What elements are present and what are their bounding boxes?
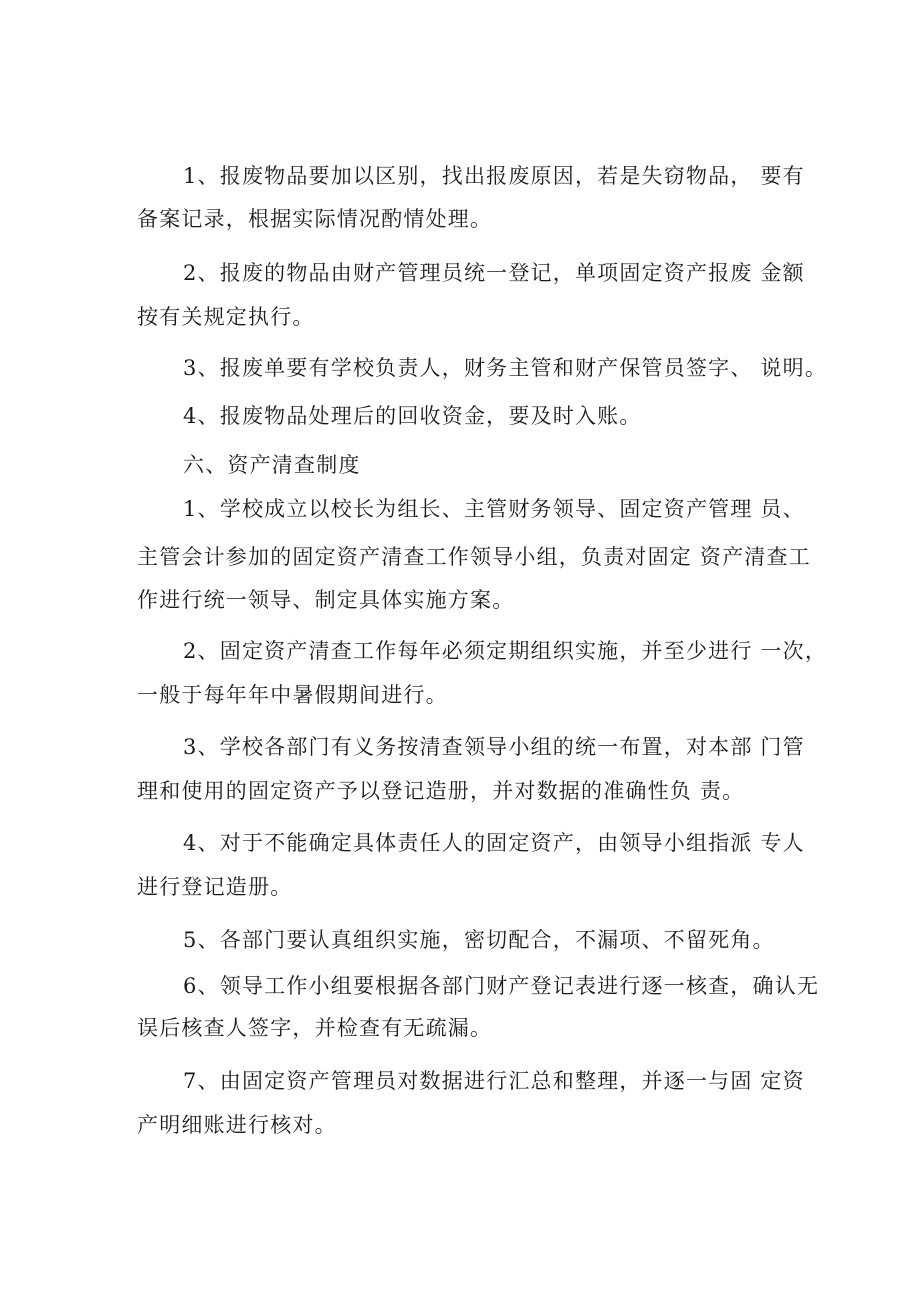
paragraph-line: 3、学校各部门有义务按清查领导小组的统一布置，对本部 门管 [183, 735, 805, 759]
paragraph-line: 按有关规定执行。 [137, 305, 315, 329]
paragraph-line: 3、报废单要有学校负责人，财务主管和财产保管员签字、 说明。 [183, 356, 828, 380]
paragraph-line: 7、由固定资产管理员对数据进行汇总和整理，并逐一与固 定资 [183, 1069, 805, 1093]
paragraph-line: 理和使用的固定资产予以登记造册，并对数据的准确性负 责。 [137, 779, 745, 803]
paragraph-line: 6、领导工作小组要根据各部门财产登记表进行逐一核查，确认无 [183, 974, 820, 998]
paragraph-line: 1、学校成立以校长为组长、主管财务领导、固定资产管理 员、 [183, 497, 805, 521]
paragraph-line: 误后核查人签字，并检查有无疏漏。 [137, 1016, 493, 1040]
paragraph-line: 进行登记造册。 [137, 875, 293, 899]
paragraph-line: 作进行统一领导、制定具体实施方案。 [137, 588, 515, 612]
paragraph-line: 1、报废物品要加以区别，找出报废原因，若是失窃物品， 要有 [183, 164, 805, 188]
paragraph-line: 4、对于不能确定具体责任人的固定资产，由领导小组指派 专人 [183, 831, 805, 855]
paragraph-line: 4、报废物品处理后的回收资金，要及时入账。 [183, 404, 642, 428]
paragraph-line: 产明细账进行核对。 [137, 1113, 337, 1137]
paragraph-line: 5、各部门要认真组织实施，密切配合，不漏项、不留死角。 [183, 928, 775, 952]
paragraph-line: 2、固定资产清查工作每年必须定期组织实施，并至少进行 一次， [183, 639, 828, 663]
paragraph-line: 2、报废的物品由财产管理员统一登记，单项固定资产报废 金额 [183, 261, 805, 285]
paragraph-line: 一般于每年年中暑假期间进行。 [137, 683, 448, 707]
section-heading: 六、资产清查制度 [183, 453, 361, 477]
paragraph-line: 主管会计参加的固定资产清查工作领导小组，负责对固定 资产清查工 [137, 545, 811, 569]
paragraph-line: 备案记录，根据实际情况酌情处理。 [137, 207, 493, 231]
